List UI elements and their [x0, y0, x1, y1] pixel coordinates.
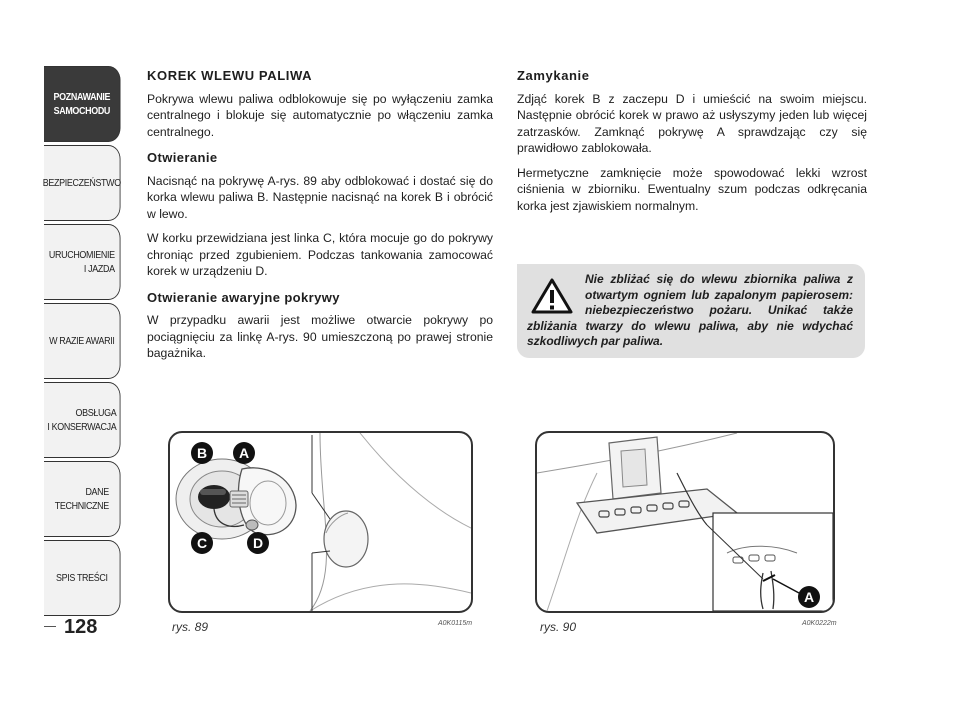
figure-89-code: A0K0115m	[438, 620, 473, 627]
figure-89	[168, 431, 473, 613]
tab-label: W RAZIE AWARII	[49, 335, 115, 347]
emergency-paragraph: W przypadku awarii jest możliwe otwarcie pokrywy po pociągnięciu za linkę A-rys. 90 umieszczoną po prawej stronie bagażnika.	[147, 313, 493, 360]
tab-w-razie-awarii[interactable]	[44, 303, 121, 379]
opening-heading: Otwieranie	[147, 150, 218, 165]
left-column	[147, 68, 493, 370]
label-b: B	[196, 445, 208, 461]
opening-paragraph-2: W korku przewidziana jest linka C, która mocuje go do pokrywy chroniąc przed zgubieniem. Podczas tankowania zamocować korek w urządzeniu D.	[147, 231, 493, 278]
tab-label: BEZPIECZEŃSTWO	[42, 177, 121, 189]
tab-label: URUCHOMIENIE I JAZDA	[48, 249, 115, 275]
label-c: C	[196, 535, 208, 551]
trunk-release-illustration	[537, 433, 833, 611]
tab-label: OBSŁUGA I KONSERWACJA	[47, 407, 117, 433]
closing-heading: Zamykanie	[517, 68, 590, 83]
opening-paragraph-1: Nacisnąć na pokrywę A-rys. 89 aby odblokować i dostać się do korka wlewu paliwa B. Następnie nacisnąć na korek B i obrócić w lewo.	[147, 173, 493, 221]
label-d: D	[252, 535, 264, 551]
tab-obsluga-i-konserwacja[interactable]	[44, 382, 121, 458]
figure-90	[535, 431, 835, 613]
figure-89-caption: rys. 89	[172, 620, 209, 634]
fuel-filler-illustration	[170, 433, 471, 611]
tab-uruchomienie-i-jazda[interactable]	[44, 224, 121, 300]
warning-text: Nie zbliżać się do wlewu zbiornika paliwa z otwartym ogniem lub zapalonym papierosem: niebezpieczeństwo pożaru. Unikać także zbliżania twarzy do wlewu paliwa, aby nie wdychać szkodliwych par paliwa.	[527, 272, 853, 348]
intro-paragraph: Pokrywa wlewu paliwa odblokowuje się po wyłączeniu zamka centralnego i blokuje się automatycznie po włączeniu zamka centralnego.	[147, 91, 493, 139]
closing-paragraph-2: Hermetyczne zamknięcie może spowodować lekki wzrost ciśnienia w zbiorniku. Ewentualny szum podczas odkręcania korka jest zjawiskiem normalnym.	[517, 165, 867, 213]
tab-spis-tresci[interactable]	[44, 540, 121, 616]
warning-triangle-icon	[531, 278, 573, 314]
tab-label: SPIS TREŚCI	[55, 572, 108, 584]
page-number-rule	[44, 626, 56, 627]
label-a: A	[803, 589, 815, 605]
tab-label: DANE TECHNICZNE	[54, 486, 109, 512]
warning-box	[517, 264, 865, 358]
emergency-heading: Otwieranie awaryjne pokrywy	[147, 289, 340, 305]
tab-label: POZNAWANIE SAMOCHODU	[53, 91, 111, 117]
label-a: A	[238, 445, 250, 461]
tab-bezpieczenstwo[interactable]	[44, 145, 121, 221]
page-number: 128	[64, 616, 98, 638]
tab-poznawanie-samochodu[interactable]	[44, 66, 121, 142]
section-title: KOREK WLEWU PALIWA	[147, 68, 313, 83]
closing-paragraph-1: Zdjąć korek B z zaczepu D i umieścić na swoim miejscu. Następnie obrócić korek w prawo aż usłyszymy jeden lub więcej zatrzasków. Zamknąć pokrywę A sprawdzając czy się prawidłowo zablokowała.	[517, 91, 867, 155]
figure-90-caption: rys. 90	[540, 620, 577, 634]
figure-90-code: A0K0222m	[802, 620, 837, 627]
right-column	[517, 68, 867, 222]
tab-dane-techniczne[interactable]	[44, 461, 121, 537]
